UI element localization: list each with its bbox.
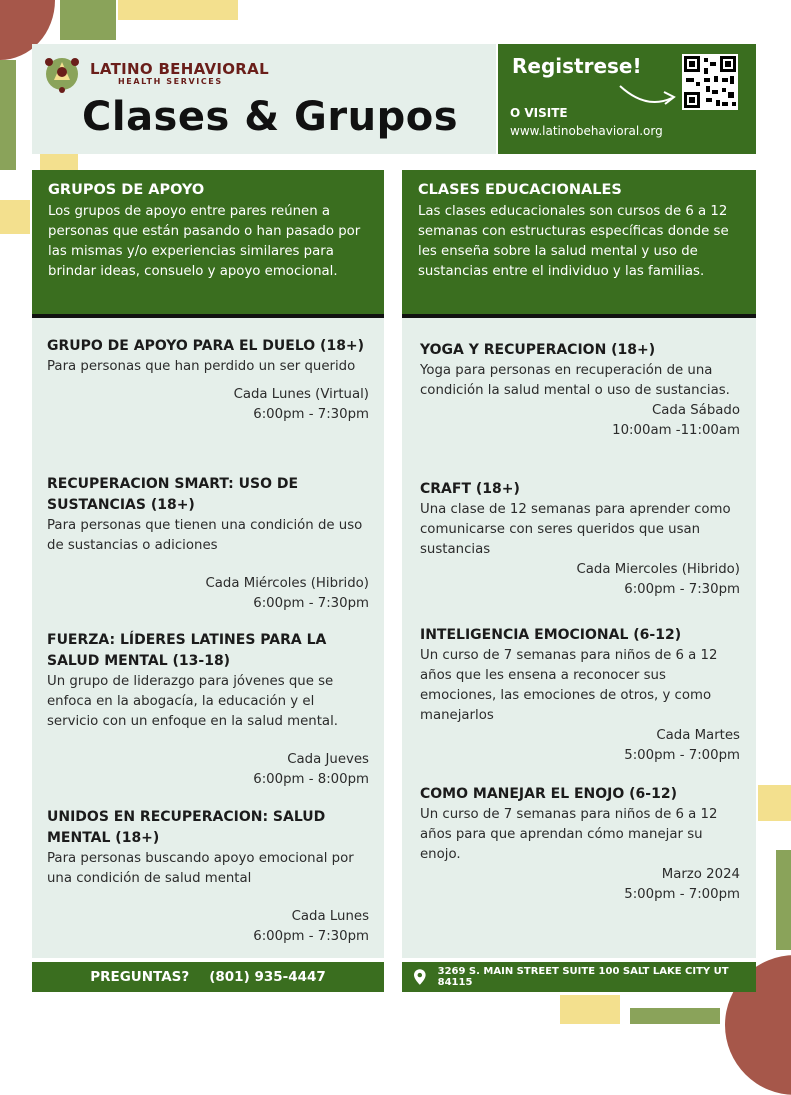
- list-item: [47, 630, 369, 790]
- decor-yellow-square-small: [40, 154, 78, 170]
- support-groups-column: [32, 170, 384, 958]
- support-groups-heading: GRUPOS DE APOYO: [48, 182, 205, 198]
- item-time: 5:00pm - 7:00pm: [624, 887, 740, 902]
- item-description: Una clase de 12 semanas para aprender como comunicarse con seres queridos que usan sustancias: [420, 502, 731, 557]
- educational-classes-intro: Las clases educacionales son cursos de 6 a 12 semanas con estructuras específicas donde se les enseña sobre la salud mental y uso de sustancias entre el individuo y las familias.: [418, 204, 729, 279]
- item-day: Cada Sábado: [651, 403, 740, 418]
- brand-name: LATINO BEHAVIORAL: [90, 60, 269, 78]
- brand-subtitle: HEALTH SERVICES: [118, 77, 223, 86]
- item-day: Cada Lunes (Virtual): [233, 387, 369, 402]
- item-description: Un curso de 7 semanas para niños de 6 a 12 años para que aprendan cómo manejar su enojo.: [420, 807, 718, 862]
- list-item: [47, 474, 369, 614]
- questions-label: PREGUNTAS?: [90, 969, 190, 985]
- educational-classes-heading: CLASES EDUCACIONALES: [418, 182, 622, 198]
- item-title: RECUPERACION SMART: USO DE SUSTANCIAS (18+): [47, 476, 299, 513]
- list-item: [420, 625, 740, 766]
- page-title: Clases & Grupos: [82, 94, 458, 140]
- item-title: INTELIGENCIA EMOCIONAL (6-12): [420, 627, 682, 643]
- item-description: Para personas que han perdido un ser querido: [47, 359, 356, 374]
- list-item: [420, 479, 740, 600]
- item-description: Para personas que tienen una condición de uso de sustancias o adiciones: [47, 518, 363, 553]
- list-item: [420, 784, 740, 905]
- item-time: 6:00pm - 7:30pm: [253, 929, 369, 944]
- list-item: [47, 807, 369, 947]
- address-text: 3269 S. MAIN STREET SUITE 100 SALT LAKE CITY UT 84115: [437, 966, 729, 988]
- item-title: GRUPO DE APOYO PARA EL DUELO (18+): [47, 338, 365, 354]
- item-time: 6:00pm - 8:00pm: [253, 772, 369, 787]
- item-title: UNIDOS EN RECUPERACION: SALUD MENTAL (18+): [47, 809, 326, 846]
- item-day: Cada Martes: [656, 728, 740, 743]
- decor-yellow-bar-top: [118, 0, 238, 20]
- item-time: 6:00pm - 7:30pm: [253, 407, 369, 422]
- educational-classes-column: [402, 170, 756, 958]
- location-pin-icon: [414, 969, 426, 985]
- item-time: 10:00am -11:00am: [612, 423, 740, 438]
- arrow-icon: [616, 80, 680, 108]
- item-time: 6:00pm - 7:30pm: [624, 582, 740, 597]
- header-banner: [32, 44, 496, 154]
- phone-number[interactable]: (801) 935-4447: [209, 969, 326, 985]
- support-groups-intro: Los grupos de apoyo entre pares reúnen a personas que están pasando o han pasado por las mismas y/o experiencias similares para brindar ideas, consuelo y apoyo emocional.: [48, 204, 361, 279]
- educational-classes-header: [402, 170, 756, 318]
- item-day: Cada Miércoles (Hibrido): [205, 576, 369, 591]
- decor-sage-bar-bottom: [630, 1008, 720, 1024]
- decor-yellow-square-left: [0, 200, 30, 234]
- decor-sage-bar-right: [776, 850, 791, 950]
- item-day: Marzo 2024: [661, 867, 740, 882]
- item-title: FUERZA: LÍDERES LATINES PARA LA SALUD MENTAL (13-18): [47, 632, 327, 669]
- item-description: Yoga para personas en recuperación de una condición la salud mental o uso de sustancias.: [420, 363, 730, 398]
- support-groups-header: [32, 170, 384, 318]
- item-title: CRAFT (18+): [420, 481, 520, 497]
- register-heading: Registrese!: [512, 54, 642, 78]
- item-title: COMO MANEJAR EL ENOJO (6-12): [420, 786, 677, 802]
- decor-yellow-bar-bottom: [560, 995, 620, 1024]
- item-day: Cada Jueves: [287, 752, 369, 767]
- decor-sage-bar-left: [0, 60, 16, 170]
- item-day: Cada Lunes: [291, 909, 369, 924]
- address-bar: [402, 962, 756, 992]
- item-day: Cada Miercoles (Hibrido): [576, 562, 740, 577]
- item-description: Un curso de 7 semanas para niños de 6 a 12 años que les ensena a reconocer sus emociones, las emociones de otros, y como manejarlos: [420, 648, 718, 723]
- decor-yellow-square-right: [758, 785, 791, 821]
- register-panel: [498, 44, 756, 154]
- questions-bar: [32, 962, 384, 992]
- logo-icon: [40, 50, 84, 94]
- visit-label: O VISITE: [510, 106, 568, 120]
- list-item: [420, 340, 740, 441]
- item-time: 5:00pm - 7:00pm: [624, 748, 740, 763]
- item-description: Para personas buscando apoyo emocional por una condición de salud mental: [47, 851, 354, 886]
- website-link[interactable]: www.latinobehavioral.org: [510, 124, 663, 138]
- item-time: 6:00pm - 7:30pm: [253, 596, 369, 611]
- list-item: [47, 336, 369, 425]
- decor-sage-bar-top: [60, 0, 116, 40]
- qr-code-icon[interactable]: [682, 54, 738, 110]
- item-description: Un grupo de liderazgo para jóvenes que se enfoca en la abogacía, la educación y el servicio con un enfoque en la salud mental.: [47, 674, 338, 729]
- item-title: YOGA Y RECUPERACION (18+): [420, 342, 656, 358]
